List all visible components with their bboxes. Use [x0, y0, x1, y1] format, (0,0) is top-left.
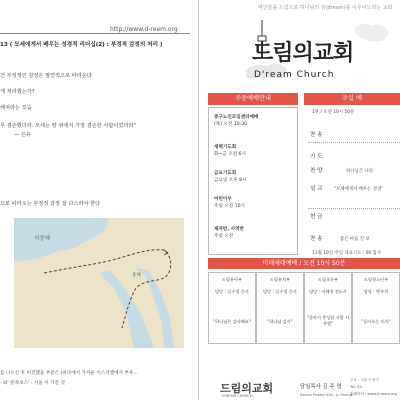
service-item-1: 중구노인모임센터예배 [214, 115, 259, 120]
grid-cell-nursery [208, 272, 256, 344]
grid-leader: 담당 : 김수정 간사 [215, 289, 249, 294]
sermon-conclusion: 으로 따라오는 부정적 감정 잘 다스려야 한다 [0, 201, 101, 207]
grid-topic: "하나님 감사" [267, 319, 293, 324]
grid-topic: "끝까지 충성한 사람 사무엘" [306, 315, 350, 326]
sermon-line-5: — 은유 [14, 132, 31, 138]
sunday-order-header: 주일 예 [304, 93, 400, 105]
senior-pastor-name-english: Senior Pastor Kim, Ju Young [300, 392, 353, 397]
footnote-2: - 와 '문목보스' - 서울 이 가진 것 [0, 381, 65, 386]
footnote-1: 를 나오신 후 히진했을 부분은 (바다에서 가까운 이스라엘에서 부후... [0, 371, 138, 376]
order-hymn-2-title: 좋은 마음 길 보 [340, 237, 370, 242]
grid-cell-youth [352, 272, 400, 344]
grid-topic: "하나님은 감사해요" [213, 319, 251, 324]
church-logo-korean: 드림의교회 [252, 40, 354, 66]
service-item-3: 금요기도회 [214, 171, 237, 176]
order-praise: 찬 양 [310, 168, 323, 174]
sermon-line-1: 건 부정적인 감정은 필연적으로 따라온다 [0, 73, 92, 79]
service-item-4: 어린이부 [214, 197, 232, 202]
service-item-2: 새벽기도회 [214, 145, 237, 150]
grid-title: 드림청소년부 [363, 277, 389, 282]
order-sermon: 설 교 [310, 186, 323, 192]
sermon-line-3: 해져라는 모습 [0, 105, 32, 111]
order-prayer: 기 도 [310, 154, 323, 160]
grid-leader: 담당 : 박주희 [363, 289, 389, 294]
weekday-services-header: 주중예배안내 [208, 93, 298, 105]
grid-cell-elementary [304, 272, 352, 344]
order-divider [308, 208, 400, 209]
service-detail-2: 화~금 오전 6시 [214, 152, 246, 157]
grid-title: 드림유치부 [269, 277, 291, 282]
grid-title: 드림유아부 [221, 277, 243, 282]
column-divider [198, 0, 199, 400]
senior-pastor-name: 담임목사 김 주 영 [300, 384, 342, 390]
order-hymn-1: 찬 송 [310, 132, 323, 138]
grid-title: 드림초등부 [317, 277, 339, 282]
future-generation-header: 미래세대예배 / 오전 10시 50분 [208, 258, 400, 269]
order-offering: 헌 금 [310, 214, 323, 220]
sermon-title: 13 ( 모세에게서 배우는 성경적 리더십(2) : 부정적 감정의 처리 ) [0, 42, 163, 48]
map-label-sea: 지중해 [34, 236, 50, 242]
grid-leader: 담당 : 김수정 간사 [263, 289, 297, 294]
order-divider [308, 142, 400, 143]
church-homepage[interactable]: 홈페이지 : www.d-reem.org [350, 392, 397, 396]
sermon-column [0, 0, 197, 400]
footer-church-logo: 드림의교회 [220, 382, 274, 395]
order-praise-title: 하나님은 나의 [346, 169, 373, 174]
sermon-line-2: 게 처리했는가? [0, 89, 35, 95]
bulletin-cover-column [200, 0, 400, 400]
exodus-route-map [14, 218, 184, 348]
grid-leader: 담당 : 이혜정 전도사 [309, 289, 347, 294]
service-detail-5: 주중 오전 [214, 234, 234, 239]
order-sermon-title: "모세에게서 배우는 성경" [334, 187, 384, 192]
church-logo-english: D'ream Church [254, 70, 335, 80]
grid-cell-kinder [256, 272, 304, 344]
service-detail-1: (목) 오전 10:30 [214, 122, 248, 127]
church-slogan: 먹인들을 드림으로 하나님의 꿈(dream)을 이루어드리는 교회 [258, 5, 393, 11]
top-divider [0, 33, 190, 34]
map-label-redsea: 홍해 [132, 273, 141, 278]
map-graphic [14, 218, 184, 348]
prayer-notice: 11월 10일 주일 대표기도 : 00 집사 [312, 251, 382, 256]
sermon-line-4: 무 겸손했더라. 모세는 땅 위에서 가장 겸손한 사람이었더라" [0, 123, 136, 129]
service-detail-4: 주일 오전 10시 [214, 204, 245, 209]
church-phone: Tel. 02- [350, 385, 363, 389]
grid-topic: "돌아오는 의지" [361, 319, 391, 324]
sunday-service-time: 1부 / 오전 10시 50분 [312, 110, 355, 115]
service-item-5: 제자반, 사역반 [214, 227, 244, 232]
church-address: 주소 : 서울시 중구 [350, 378, 379, 382]
order-hymn-2: 찬 송 [310, 236, 323, 242]
service-detail-3: 금요일 오후 8시 [214, 178, 247, 183]
footer-church-logo-english: D'REAM CHURCH [222, 394, 253, 398]
church-url[interactable]: http://www.d-reem.org [110, 26, 178, 33]
